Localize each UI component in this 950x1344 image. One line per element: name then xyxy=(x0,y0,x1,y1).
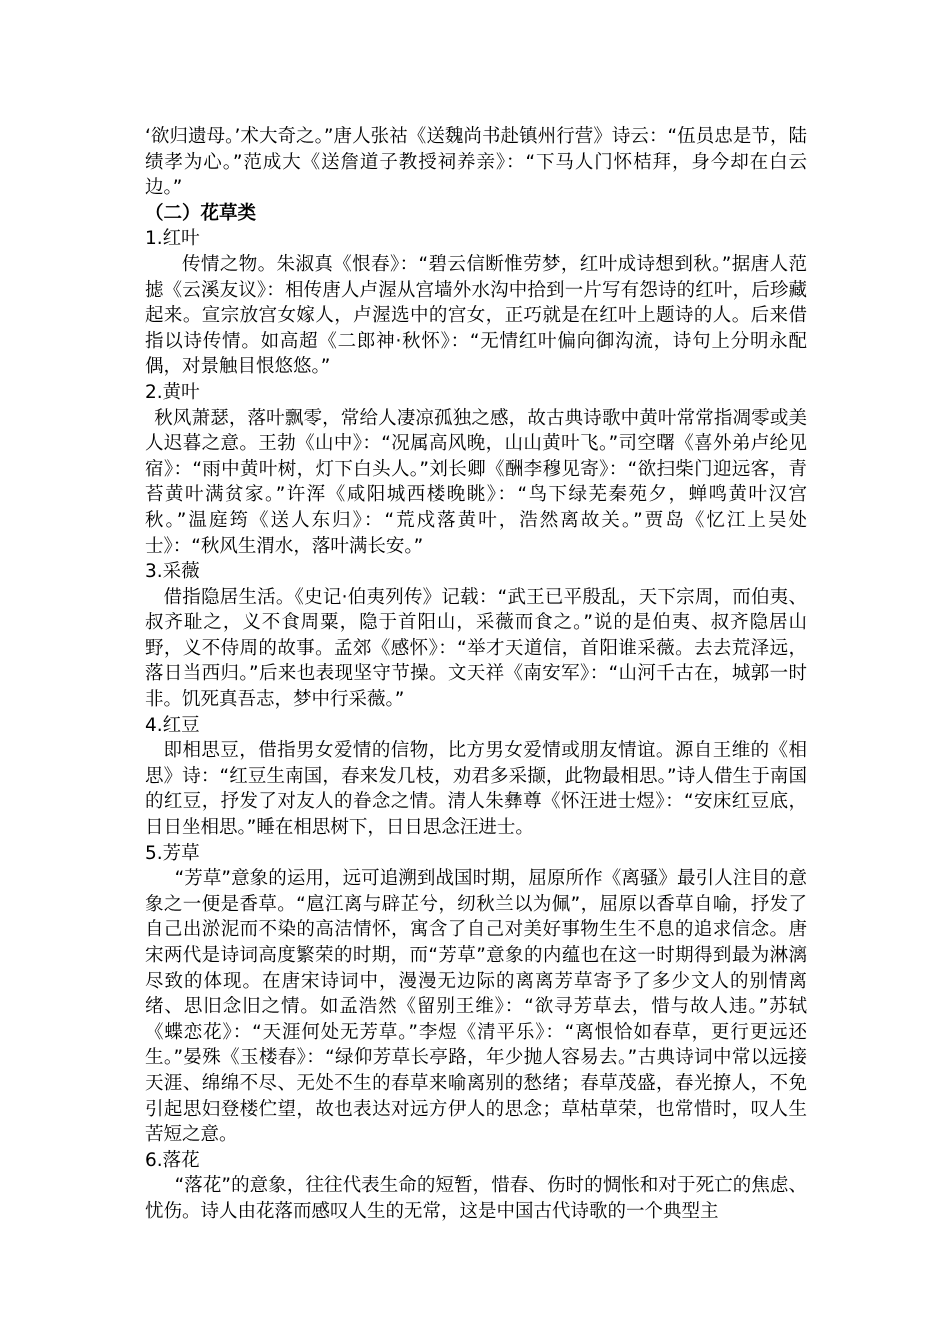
item-title-red-leaf: 1.红叶 xyxy=(145,228,200,250)
item-title-fragrant-grass: 5.芳草 xyxy=(145,842,200,864)
paragraph-caiwei: 借指隐居生活。《史记·伯夷列传》记载：“武王已平殷乱，天下宗周，而伯夷、叔齐耻之，义不食周粟，隐于首阳山，采薇而食之。”说的是伯夷、叔齐隐居山野，义不侍周的故事。孟郊《感怀》：“举才天道信，首阳谁采薇。去去荒泽远，落日当西归。”后来也表现坚守节操。文天祥《南安军》：“山河千古在，城郭一时非。饥死真吾志，梦中行采薇。” xyxy=(145,586,807,711)
item-title-yellow-leaf: 2.黄叶 xyxy=(145,381,200,403)
paragraph-red-bean: 即相思豆，借指男女爱情的信物，比方男女爱情或朋友情谊。源自王维的《相思》诗：“红豆生南国，春来发几枝，劝君多采撷，此物最相思。”诗人借生于南国的红豆，抒发了对友人的眷念之情。清人朱彝尊《怀汪进士煜》：“安床红豆底，日日坐相思。”睡在相思树下，日日思念汪进士。 xyxy=(145,740,807,839)
item-title-fallen-flowers: 6.落花 xyxy=(145,1149,200,1171)
section-heading-flowers: （二）花草类 xyxy=(145,202,257,224)
item-title-caiwei: 3.采薇 xyxy=(145,561,200,583)
item-title-red-bean: 4.红豆 xyxy=(145,714,200,736)
paragraph-red-leaf: 传情之物。朱淑真《恨春》：“碧云信断惟劳梦，红叶成诗想到秋。”据唐人范摅《云溪友议》：相传唐人卢渥从宫墙外水沟中拾到一片写有怨诗的红叶，后珍藏起来。宣宗放宫女嫁人，卢渥选中的宫女，正巧就是在红叶上题诗的人。后来借指以诗传情。如高超《二郎神·秋怀》：“无情红叶偏向御沟流，诗句上分明永配偶，对景触目恨悠悠。” xyxy=(145,253,807,378)
paragraph-yellow-leaf: 秋风萧瑟，落叶飘零，常给人凄凉孤独之感，故古典诗歌中黄叶常常指凋零或美人迟暮之意。王勃《山中》：“况属高风晚，山山黄叶飞。”司空曙《喜外弟卢纶见宿》：“雨中黄叶树，灯下白头人。”刘长卿《酬李穆见寄》：“欲扫柴门迎远客，青苔黄叶满贫家。”许浑《咸阳城西楼晚眺》：“鸟下绿芜秦苑夕，蝉鸣黄叶汉宫秋。”温庭筠《送人东归》：“荒戍落黄叶，浩然离故关。”贾岛《忆江上吴处士》：“秋风生渭水，落叶满长安。” xyxy=(145,407,807,557)
paragraph-continuation: ‘欲归遗母。’术大奇之。”唐人张祜《送魏尚书赴镇州行营》诗云：“伍员忠是节，陆绩孝为心。”范成大《送詹道子教授祠养亲》：“下马人门怀桔拜，身今却在白云边。” xyxy=(145,126,807,199)
document-body xyxy=(145,124,807,1225)
paragraph-fragrant-grass: “芳草”意象的运用，远可追溯到战国时期，屈原所作《离骚》最引人注目的意象之一便是香草。“扈江离与辟芷兮，纫秋兰以为佩”，屈原以香草自喻，抒发了自己出淤泥而不染的高洁情怀，寓含了自己对美好事物生生不息的追求信念。唐宋两代是诗词高度繁荣的时期，而“芳草”意象的内蕴也在这一时期得到最为淋漓尽致的体现。在唐宋诗词中，漫漫无边际的离离芳草寄予了多少文人的别情离绪、思旧念旧之情。如孟浩然《留别王维》：“欲寻芳草去，惜与故人违。”苏轼《蝶恋花》：“天涯何处无芳草。”李煜《清平乐》：“离恨恰如春草，更行更远还生。”晏殊《玉楼春》：“绿仰芳草长亭路，年少抛人容易去。”古典诗词中常以远接天涯、绵绵不尽、无处不生的春草来喻离别的愁绪；春草茂盛，春光撩人，不免引起思妇登楼伫望，故也表达对远方伊人的思念；草枯草荣，也常惜时，叹人生苦短之意。 xyxy=(145,868,807,1146)
paragraph-fallen-flowers: “落花”的意象，往往代表生命的短暂，惜春、伤时的惆怅和对于死亡的焦虑、忧伤。诗人由花落而感叹人生的无常，这是中国古代诗歌的一个典型主 xyxy=(145,1175,807,1222)
